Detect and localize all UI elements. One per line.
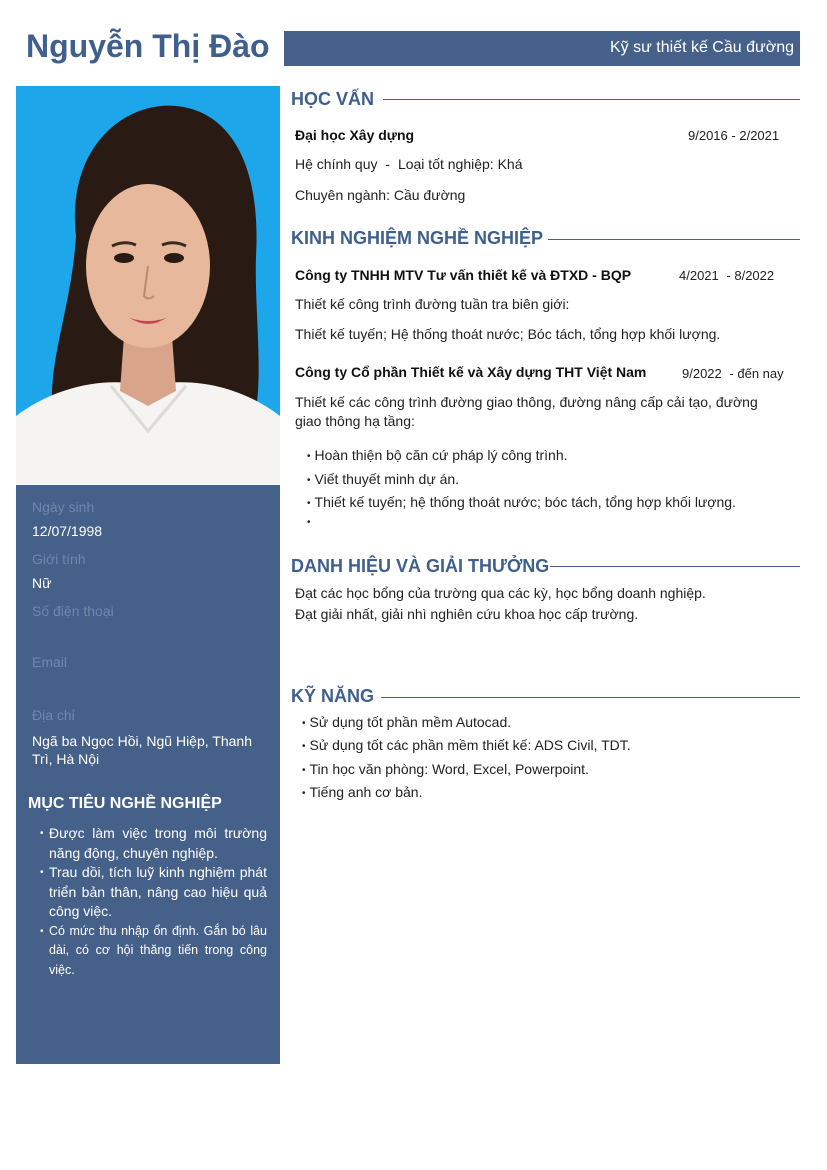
education-title: HỌC VẤN bbox=[291, 89, 375, 109]
objective-title: MỤC TIÊU NGHỀ NGHIỆP bbox=[28, 795, 222, 812]
education-sep: - bbox=[385, 156, 391, 172]
experience-divider bbox=[548, 239, 800, 240]
education-dates bbox=[688, 128, 779, 143]
award-line: Đạt giải nhất, giải nhì nghiên cứu khoa học cấp trường. bbox=[295, 606, 639, 622]
job-start: 4/2021 bbox=[679, 268, 719, 283]
sidebar bbox=[16, 86, 280, 1064]
position-bar bbox=[284, 31, 800, 66]
education-type: Hệ chính quy bbox=[295, 156, 378, 172]
position-title: Kỹ sư thiết kế Cầu đường bbox=[610, 39, 794, 56]
experience-title: KINH NGHIỆM NGHỀ NGHIỆP bbox=[291, 228, 544, 248]
award-line: Đạt các học bổng của trường qua các kỳ, học bổng doanh nghiệp. bbox=[295, 585, 706, 601]
education-end: 2/2021 bbox=[739, 128, 780, 143]
list-item: • Viết thuyết minh dự án. bbox=[307, 471, 459, 487]
list-item: • Có mức thu nhập ổn định. Gắn bó lâu dài, có cơ hội thăng tiến trong công việc. bbox=[40, 922, 267, 981]
list-item: • Được làm việc trong môi trường năng động, chuyên nghiệp. bbox=[40, 824, 267, 863]
profile-photo bbox=[16, 86, 280, 485]
job-end: 8/2022 bbox=[734, 268, 775, 283]
phone-label: Số điện thoại bbox=[32, 603, 114, 619]
list-item: • Tiếng anh cơ bản. bbox=[302, 784, 422, 800]
gender-label: Giới tính bbox=[32, 551, 86, 567]
birthday-value: 12/07/1998 bbox=[32, 523, 103, 539]
awards-title: DANH HIỆU VÀ GIẢI THƯỞNG bbox=[291, 556, 550, 576]
list-item: • Thiết kế tuyến; hệ thống thoát nước; bóc tách, tổng hợp khối lượng. bbox=[307, 494, 736, 510]
objective-list bbox=[40, 824, 267, 980]
skills-title: KỸ NĂNG bbox=[291, 686, 375, 706]
list-item: • Hoàn thiện bộ căn cứ pháp lý công trình. bbox=[307, 447, 568, 463]
list-item: • Sử dụng tốt các phần mềm thiết kế: ADS Civil, TDT. bbox=[302, 737, 631, 753]
date-dash: - bbox=[731, 128, 736, 143]
gender-value: Nữ bbox=[32, 575, 52, 591]
job-dates bbox=[679, 268, 774, 283]
list-item bbox=[307, 513, 315, 529]
list-item: • Tin học văn phòng: Word, Excel, Powerpoint. bbox=[302, 761, 589, 777]
job-end: đến nay bbox=[737, 366, 784, 381]
address-label: Địa chỉ bbox=[32, 707, 75, 723]
job-dates bbox=[682, 366, 784, 381]
education-grade: Loại tốt nghiệp: Khá bbox=[397, 156, 523, 172]
education-type-line bbox=[295, 156, 523, 172]
birthday-label: Ngày sinh bbox=[32, 499, 95, 515]
email-label: Email bbox=[32, 654, 68, 670]
job-company: Công ty TNHH MTV Tư vấn thiết kế và ĐTXD - BQP bbox=[295, 267, 632, 283]
candidate-name: Nguyễn Thị Đào bbox=[26, 28, 270, 64]
job-desc: giao thông hạ tầng: bbox=[295, 413, 415, 429]
job-company: Công ty Cổ phần Thiết kế và Xây dựng THT Việt Nam bbox=[295, 364, 647, 380]
job-desc: Thiết kế công trình đường tuần tra biên giới: bbox=[295, 296, 570, 312]
list-item: • Trau dồi, tích luỹ kinh nghiệm phát triển bản thân, nâng cao hiệu quả công việc. bbox=[40, 863, 267, 922]
education-major: Chuyên ngành: Cầu đường bbox=[295, 187, 466, 203]
list-item: • Sử dụng tốt phần mềm Autocad. bbox=[302, 714, 511, 730]
education-start: 9/2016 bbox=[688, 128, 728, 143]
job-desc: Thiết kế các công trình đường giao thông, đường nâng cấp cải tạo, đường bbox=[295, 394, 758, 410]
address-value: Ngã ba Ngọc Hồi, Ngũ Hiệp, Thanh Trì, Hà Nội bbox=[32, 733, 252, 767]
date-dash: - bbox=[729, 366, 734, 381]
job-desc: Thiết kế tuyến; Hệ thống thoát nước; Bóc tách, tổng hợp khối lượng. bbox=[295, 326, 721, 342]
education-divider bbox=[383, 99, 800, 100]
education-school: Đại học Xây dựng bbox=[295, 127, 415, 143]
job-start: 9/2022 bbox=[682, 366, 722, 381]
skills-divider bbox=[381, 697, 800, 698]
date-dash: - bbox=[726, 268, 731, 283]
awards-divider bbox=[550, 566, 800, 567]
